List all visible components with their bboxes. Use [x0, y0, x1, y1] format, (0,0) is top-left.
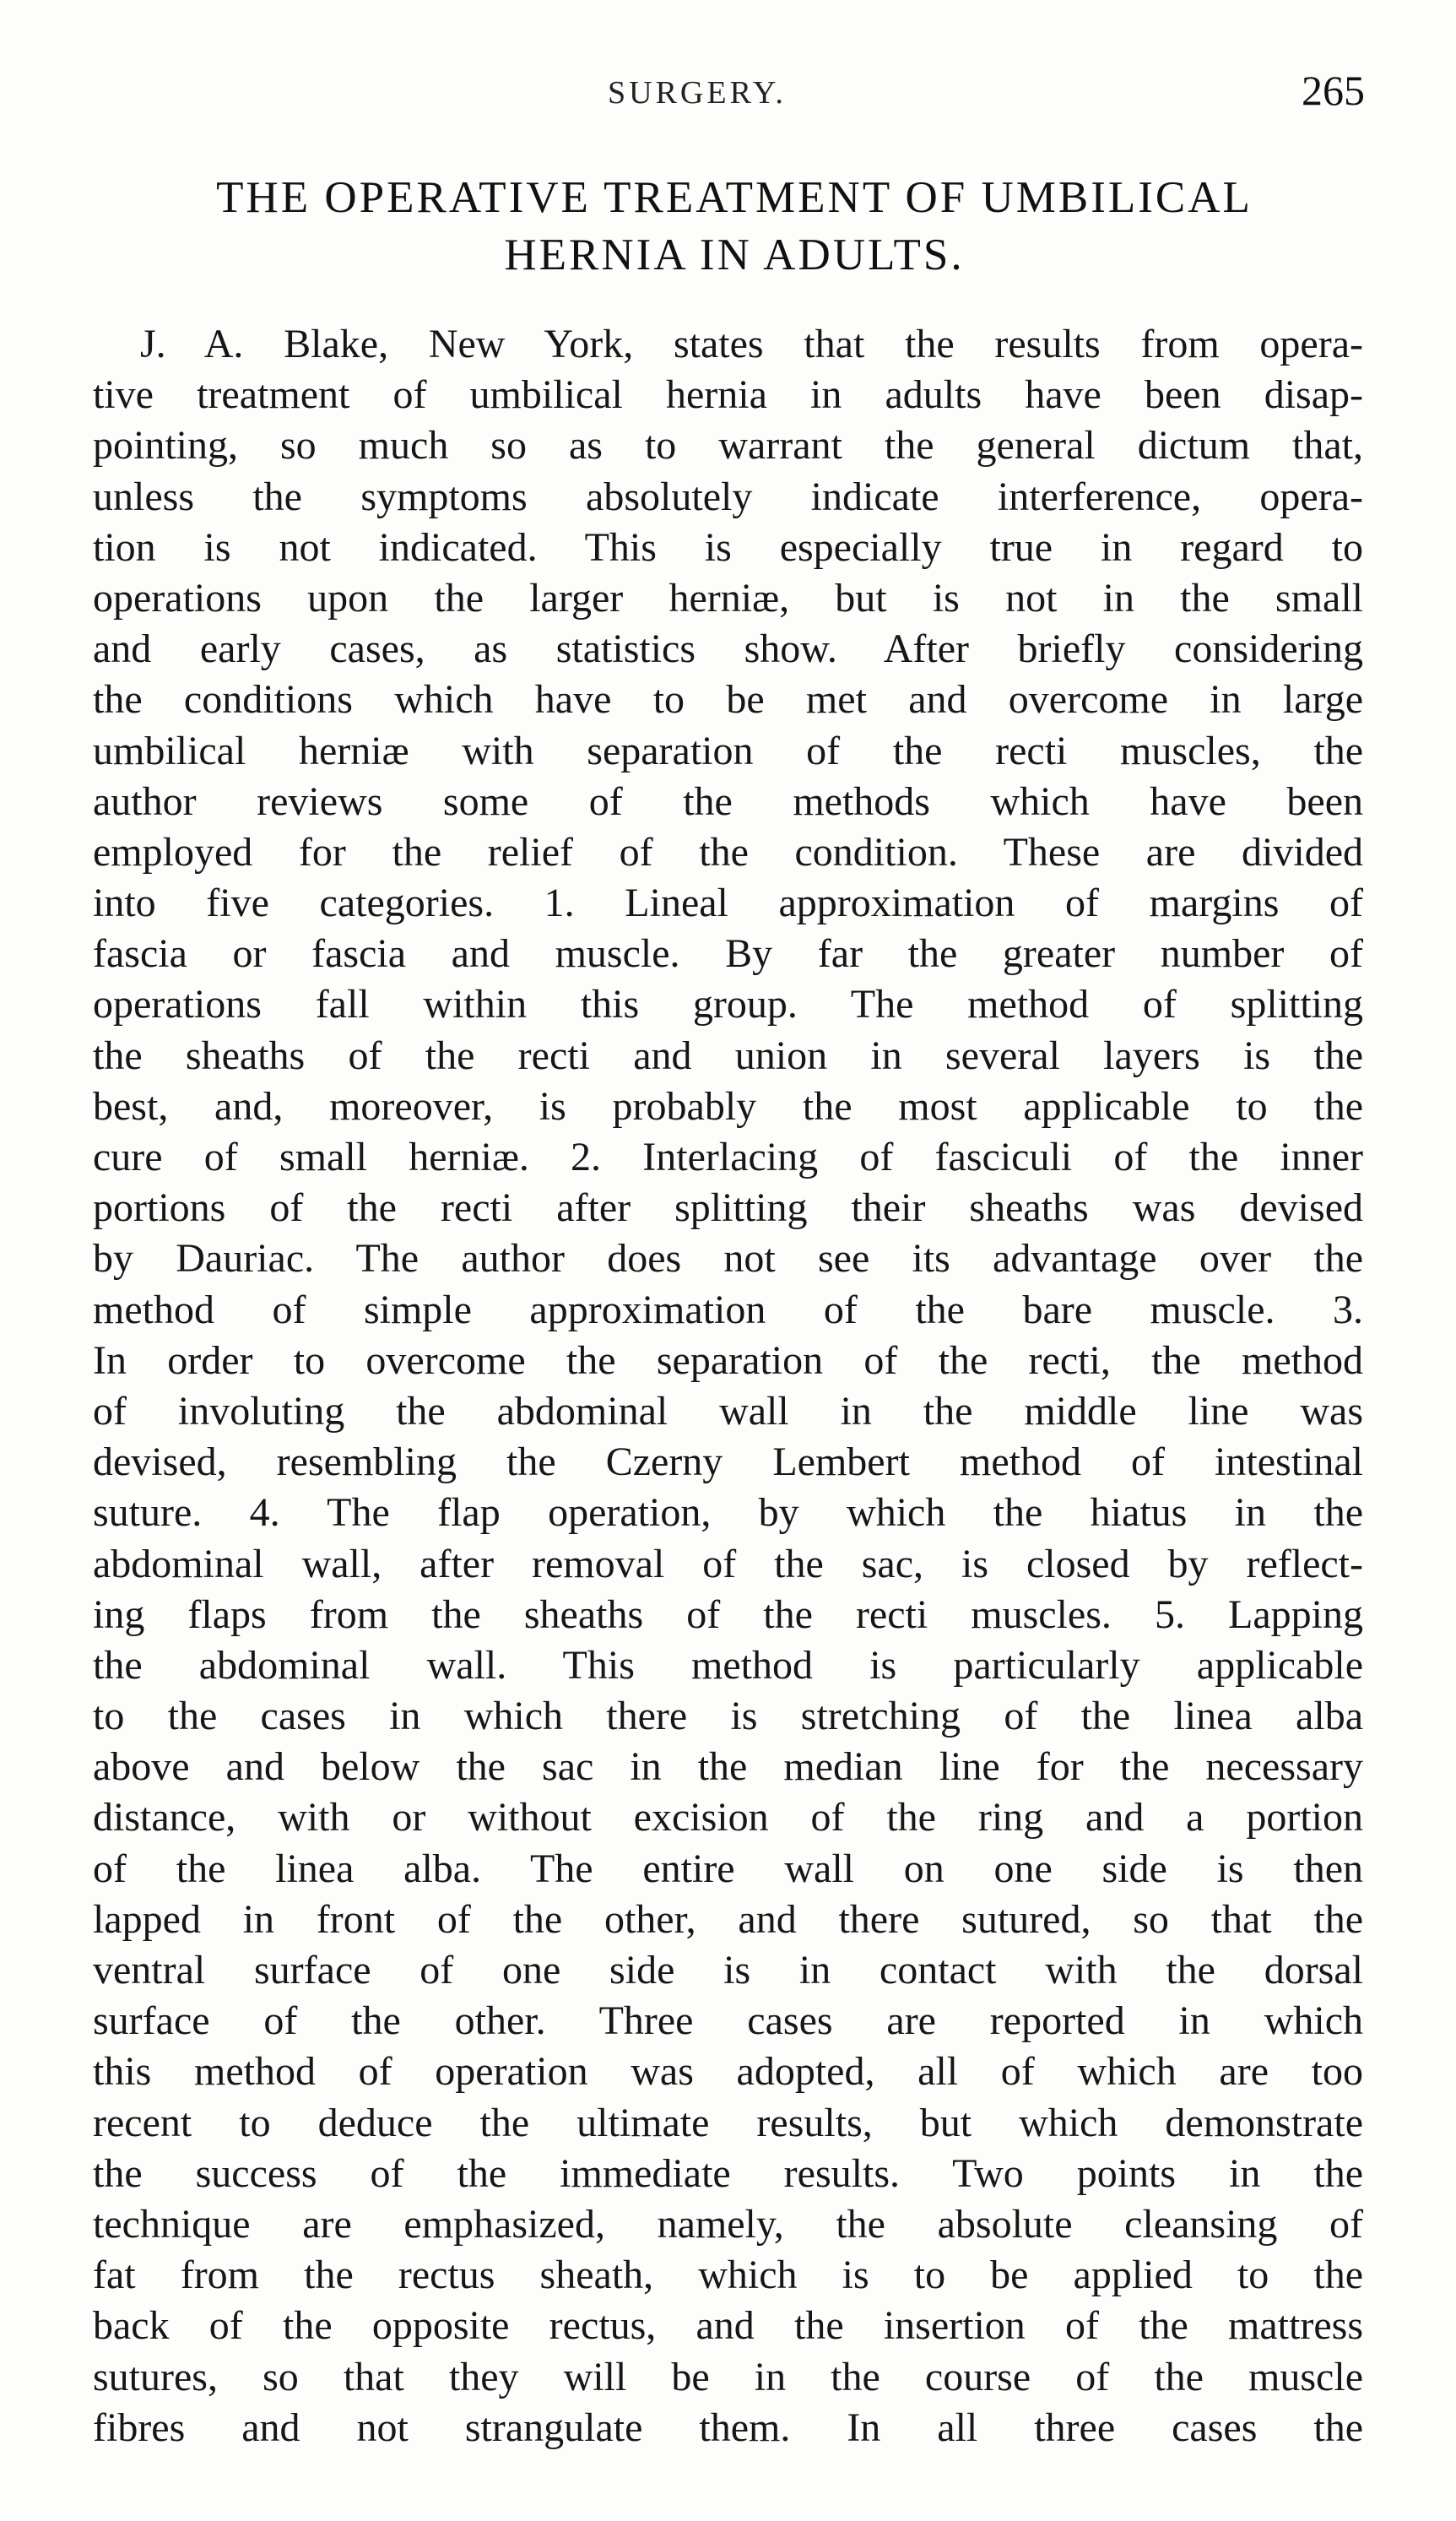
text-line: and early cases, as statistics show. After briefly considering [93, 626, 1363, 672]
text-line: of the linea alba. The entire wall on one side is then [93, 1846, 1363, 1891]
text-line: sutures, so that they will be in the course of the muscle [93, 2354, 1363, 2399]
article-title [84, 169, 1384, 284]
text-line: umbilical herniæ with separation of the recti muscles, the [93, 728, 1363, 773]
text-line: back of the opposite rectus, and the insertion of the mattress [93, 2303, 1363, 2349]
text-line: pointing, so much so as to warrant the general dictum that, [93, 423, 1363, 469]
article-body [93, 319, 1363, 2453]
text-line: fat from the rectus sheath, which is to be applied to the [93, 2253, 1363, 2298]
text-line: devised, resembling the Czerny Lembert method of intestinal [93, 1439, 1363, 1485]
text-line: method of simple approximation of the bare muscle. 3. [93, 1287, 1363, 1332]
article-title-line: THE OPERATIVE TREATMENT OF UMBILICAL [216, 173, 1253, 222]
running-title: SURGERY. [608, 75, 787, 111]
text-line: operations upon the larger herniæ, but is not in the small [93, 575, 1363, 621]
text-line: the sheaths of the recti and union in several layers is the [93, 1033, 1363, 1078]
text-line: by Dauriac. The author does not see its advantage over the [93, 1236, 1363, 1282]
text-line: portions of the recti after splitting their sheaths was devised [93, 1185, 1363, 1231]
text-line: the abdominal wall. This method is particularly applicable [93, 1642, 1363, 1688]
text-line: recent to deduce the ultimate results, but which demonstrate [93, 2100, 1363, 2145]
text-line: best, and, moreover, is probably the most applicable to the [93, 1083, 1363, 1129]
text-line: this method of operation was adopted, all of which are too [93, 2049, 1363, 2095]
text-line: lapped in front of the other, and there sutured, so that the [93, 1896, 1363, 1942]
text-line: suture. 4. The flap operation, by which the hiatus in the [93, 1490, 1363, 1536]
text-line: abdominal wall, after removal of the sac, is closed by reflect- [93, 1541, 1363, 1586]
text-line: tive treatment of umbilical hernia in adults have been disap- [93, 372, 1363, 418]
text-line: cure of small herniæ. 2. Interlacing of fasciculi of the inner [93, 1135, 1363, 1179]
text-line: tion is not indicated. This is especially true in regard to [93, 524, 1363, 570]
text-line: employed for the relief of the condition. These are divided [93, 829, 1363, 875]
article-title-line: HERNIA IN ADULTS. [504, 230, 965, 279]
text-line: the success of the immediate results. Two points in the [93, 2150, 1363, 2196]
text-line: J. A. Blake, New York, states that the results from opera- [140, 322, 1363, 366]
text-line: author reviews some of the methods which have been [93, 778, 1363, 824]
page-number: 265 [1302, 67, 1365, 114]
text-line: fibres and not strangulate them. In all three cases the [93, 2404, 1363, 2450]
text-line: In order to overcome the separation of the recti, the method [93, 1337, 1363, 1383]
text-line: the conditions which have to be met and overcome in large [93, 677, 1363, 723]
text-line: fascia or fascia and muscle. By far the greater number of [93, 931, 1363, 977]
text-line: technique are emphasized, namely, the absolute cleansing of [93, 2201, 1363, 2247]
text-line: above and below the sac in the median line for the necessary [93, 1744, 1363, 1790]
text-line: of involuting the abdominal wall in the middle line was [93, 1388, 1363, 1434]
text-line: surface of the other. Three cases are reported in which [93, 1998, 1363, 2044]
text-line: unless the symptoms absolutely indicate interference, opera- [93, 474, 1363, 519]
running-head [0, 67, 1456, 125]
text-line: distance, with or without excision of the ring and a portion [93, 1795, 1363, 1841]
text-line: ventral surface of one side is in contact with the dorsal [93, 1948, 1363, 1992]
text-line: ing flaps from the sheaths of the recti muscles. 5. Lapping [93, 1591, 1363, 1637]
text-line: into five categories. 1. Lineal approximation of margins of [93, 881, 1363, 926]
text-line: operations fall within this group. The method of splitting [93, 982, 1363, 1027]
text-line: to the cases in which there is stretching of the linea alba [93, 1694, 1363, 1739]
